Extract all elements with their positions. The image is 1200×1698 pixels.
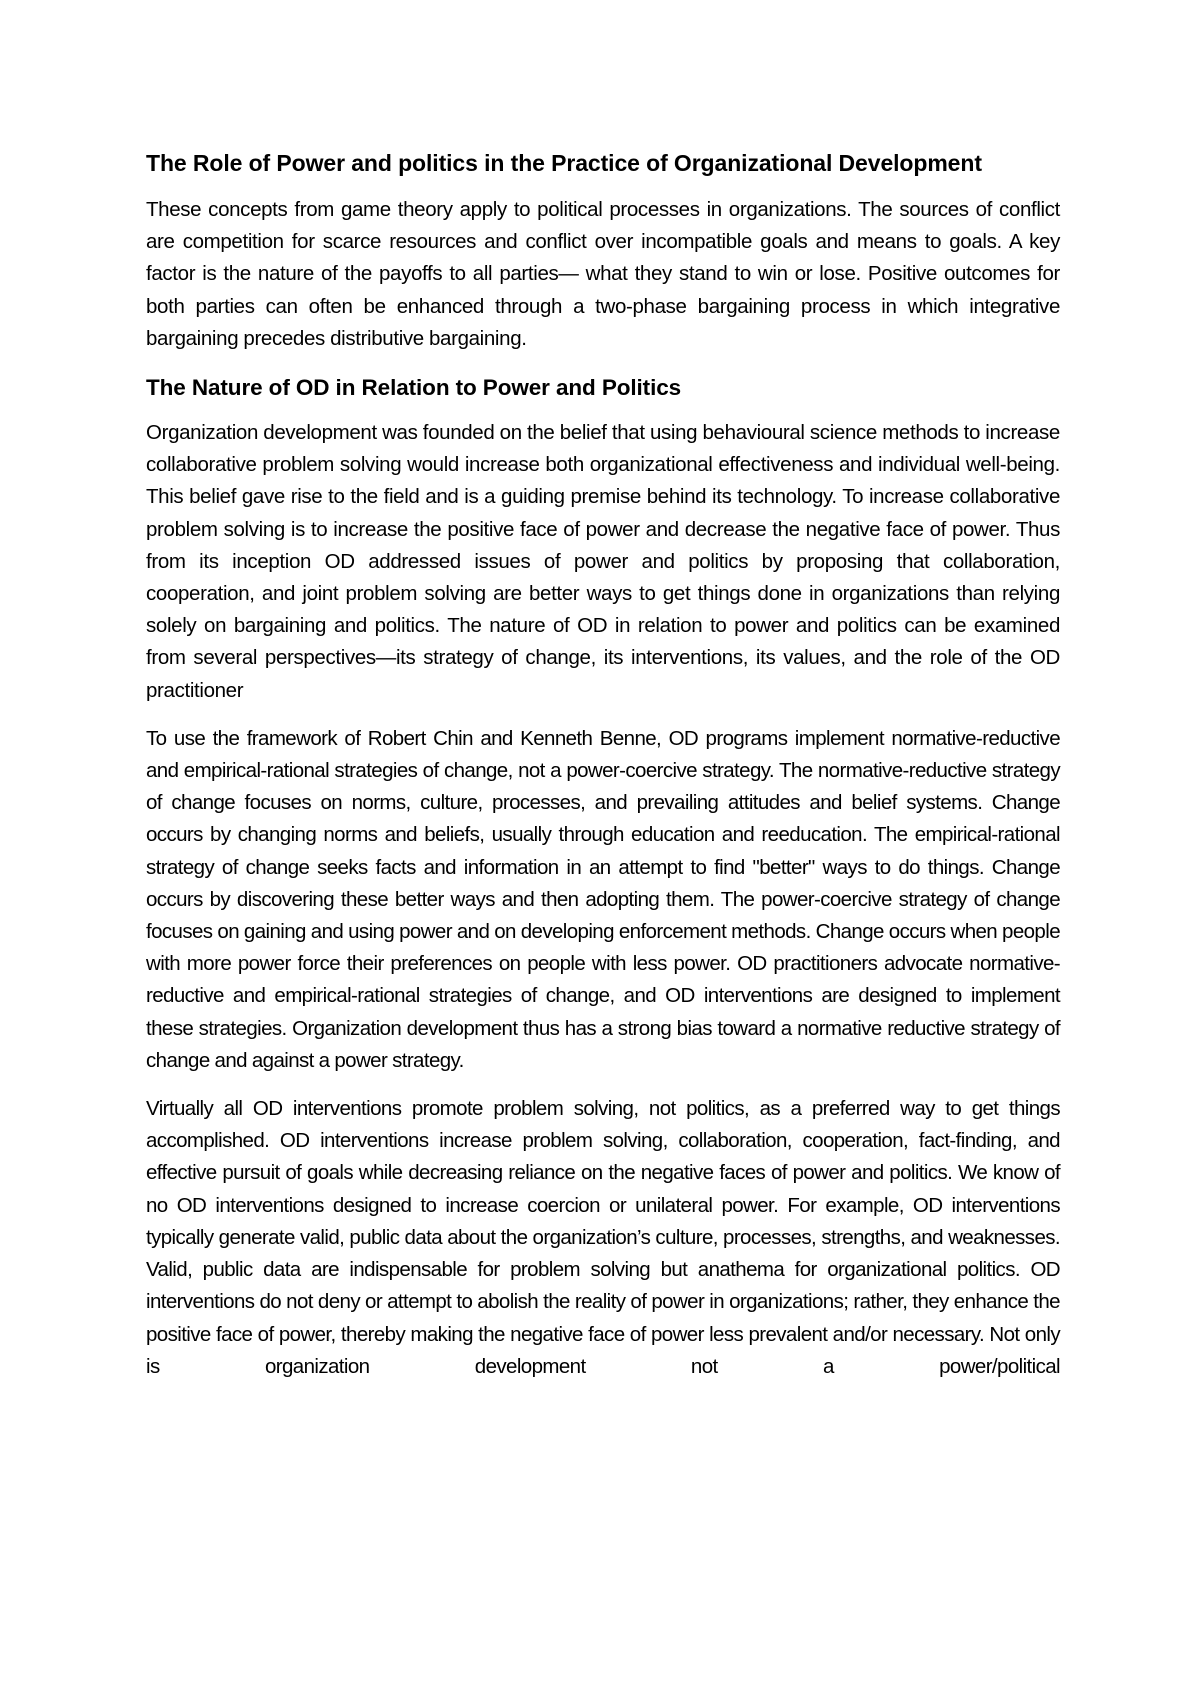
paragraph-game-theory: These concepts from game theory apply to political processes in organizations. The sources of conflict are competition for scarce resources and conflict over incompatible goals and means to goals. A key factor is the nature of the payoffs to all parties— what they stand to win or lose. Positive outcomes for both parties can often be enhanced through a two-phase bargaining process in which integrative bargaining precedes distributive bargaining. <box>146 198 1060 350</box>
paragraph-od-foundation: Organization development was founded on the belief that using behavioural science methods to increase collaborative problem solving would increase both organizational effectiveness and individual well-being. This belief gave rise to the field and is a guiding premise behind its technology. To increase collaborative problem solving is to increase the positive face of power and decrease the negative face of power. Thus from its inception OD addressed issues of power and politics by proposing that collaboration, cooperation, and joint problem solving are better ways to get things done in organizations than relying solely on bargaining and politics. The nature of OD in relation to power and politics can be examined from several perspectives—its strategy of change, its interventions, its values, and the role of the OD practitioner <box>146 421 1060 702</box>
document-body <box>146 146 1060 1383</box>
section-title-role-of-power: The Role of Power and politics in the Practice of Organizational Development <box>146 150 982 176</box>
paragraph-od-interventions: Virtually all OD interventions promote problem solving, not politics, as a preferred way to get things accomplished. OD interventions increase problem solving, collaboration, cooperation, fact-finding, and effective pursuit of goals while decreasing reliance on the negative faces of power and politics. We know of no OD interventions designed to increase coercion or unilateral power. For example, OD interventions typically generate valid, public data about the organization’s culture, processes, strengths, and weaknesses. Valid, public data are indispensable for problem solving but anathema for organizational politics. OD interventions do not deny or attempt to abolish the reality of power in organizations; rather, they enhance the positive face of power, thereby making the negative face of power less prevalent and/or necessary. Not only is organization development not a power/political <box>146 1097 1060 1378</box>
section-title-nature-of-od: The Nature of OD in Relation to Power and Politics <box>146 375 682 401</box>
paragraph-strategies-of-change: To use the framework of Robert Chin and Kenneth Benne, OD programs implement normative-reductive and empirical-rational strategies of change, not a power-coercive strategy. The normative-reductive strategy of change focuses on norms, culture, processes, and prevailing attitudes and belief systems. Change occurs by changing norms and beliefs, usually through education and reeducation. The empirical-rational strategy of change seeks facts and information in an attempt to find "better" ways to do things. Change occurs by discovering these better ways and then adopting them. The power-coercive strategy of change focuses on gaining and using power and on developing enforcement methods. Change occurs when people with more power force their preferences on people with less power. OD practitioners advocate normative-reductive and empirical-rational strategies of change, and OD interventions are designed to implement these strategies. Organization development thus has a strong bias toward a normative reductive strategy of change and against a power strategy. <box>146 726 1060 1072</box>
